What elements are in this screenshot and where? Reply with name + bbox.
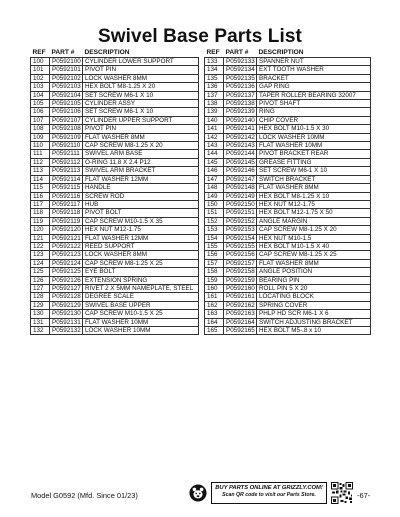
parts-table-right: [204, 48, 371, 335]
table-row: [205, 259, 371, 267]
part-number-cell: P0592135: [224, 74, 257, 82]
part-number-cell: P0592164: [224, 318, 257, 326]
description-cell: BRACKET: [257, 74, 371, 82]
part-number-cell: P0592145: [224, 158, 257, 166]
description-cell: PIVOT BRACKET REAR: [257, 150, 371, 158]
ref-cell: 130: [31, 310, 50, 318]
ref-cell: 121: [31, 234, 50, 242]
table-row: [31, 226, 199, 234]
part-number-cell: P0592132: [50, 327, 83, 335]
parts-table-right-body: [205, 58, 371, 335]
description-cell: CAP SCREW M8-1.25 X 25: [83, 259, 199, 267]
description-cell: HEX BOLT M8-1.25 X 10: [257, 192, 371, 200]
description-cell: CAP SCREW M8-1.25 X 20: [83, 142, 199, 150]
description-cell: O-RING 11.8 X 2.4 P12: [83, 158, 199, 166]
description-cell: GAP RING: [257, 83, 371, 91]
promo-headline: BUY PARTS ONLINE AT GRIZZLY.COM!: [215, 485, 323, 491]
part-number-cell: P0592110: [50, 142, 83, 150]
part-number-cell: P0592153: [224, 226, 257, 234]
description-cell: FLAT WASHER 12MM: [83, 234, 199, 242]
part-number-cell: P0592122: [50, 242, 83, 250]
ref-cell: 118: [31, 209, 50, 217]
part-number-cell: P0592106: [50, 108, 83, 116]
table-row: [205, 108, 371, 116]
table-row: [31, 91, 199, 99]
ref-cell: 138: [205, 100, 224, 108]
ref-cell: 107: [31, 116, 50, 124]
description-cell: EXT TOOTH WASHER: [257, 66, 371, 74]
ref-cell: 131: [31, 318, 50, 326]
table-row: [31, 217, 199, 225]
ref-cell: 129: [31, 301, 50, 309]
part-number-cell: P0592141: [224, 125, 257, 133]
page-number: -67-: [357, 491, 371, 500]
part-number-cell: P0592149: [224, 192, 257, 200]
table-row: [205, 125, 371, 133]
table-row: [205, 83, 371, 91]
description-cell: HEX BOLT M5-.8 x 10: [257, 327, 371, 335]
description-cell: FLAT WASHER 8MM: [257, 184, 371, 192]
part-number-cell: P0592162: [224, 301, 257, 309]
ref-cell: 116: [31, 192, 50, 200]
description-cell: ROLL PIN 5 X 20: [257, 284, 371, 292]
ref-cell: 135: [205, 74, 224, 82]
page-title: Swivel Base Parts List: [98, 26, 302, 47]
ref-cell: 123: [31, 251, 50, 259]
table-row: [31, 284, 199, 292]
part-number-cell: P0592127: [50, 284, 83, 292]
grizzly-bear-logo-icon: [189, 484, 207, 502]
ref-cell: 165: [205, 327, 224, 335]
parts-store-promo[interactable]: [211, 482, 327, 504]
description-cell: CYLINDER UPPER SUPPORT: [83, 116, 199, 124]
table-row: [205, 284, 371, 292]
description-cell: SET SCREW M6-1 X 10: [83, 108, 199, 116]
description-cell: FLAT WASHER 12MM: [83, 175, 199, 183]
ref-cell: 110: [31, 142, 50, 150]
part-number-cell: P0592139: [224, 108, 257, 116]
table-row: [205, 91, 371, 99]
ref-cell: 104: [31, 91, 50, 99]
part-number-cell: P0592151: [224, 209, 257, 217]
description-cell: GREASE FITTING: [257, 158, 371, 166]
description-cell: TAPER ROLLER BEARING 32007: [257, 91, 371, 99]
part-number-cell: P0592129: [50, 301, 83, 309]
ref-cell: 137: [205, 91, 224, 99]
part-number-cell: P0592111: [50, 150, 83, 158]
part-number-cell: P0592113: [50, 167, 83, 175]
table-row: [31, 125, 199, 133]
table-row: [31, 268, 199, 276]
part-number-cell: P0592161: [224, 293, 257, 301]
ref-cell: 133: [205, 58, 224, 66]
table-row: [31, 259, 199, 267]
description-cell: SPANNER NUT: [257, 58, 371, 66]
table-row: [31, 58, 199, 66]
description-cell: HUB: [83, 200, 199, 208]
part-number-cell: P0592124: [50, 259, 83, 267]
ref-cell: 112: [31, 158, 50, 166]
ref-cell: 149: [205, 192, 224, 200]
part-number-cell: P0592155: [224, 242, 257, 250]
part-number-cell: P0592138: [224, 100, 257, 108]
ref-cell: 150: [205, 200, 224, 208]
part-number-cell: P0592104: [50, 91, 83, 99]
part-number-cell: P0592137: [224, 91, 257, 99]
table-row: [205, 293, 371, 301]
part-number-cell: P0592121: [50, 234, 83, 242]
description-cell: PHLP HD SCR M6-1 X 6: [257, 310, 371, 318]
table-row: [31, 142, 199, 150]
ref-cell: 100: [31, 58, 50, 66]
ref-cell: 113: [31, 167, 50, 175]
part-number-cell: P0592150: [224, 200, 257, 208]
table-row: [31, 200, 199, 208]
ref-cell: 146: [205, 167, 224, 175]
ref-cell: 103: [31, 83, 50, 91]
description-cell: SET SCREW M6-1 X 10: [83, 91, 199, 99]
description-cell: CAP SCREW M8-1.25 X 20: [257, 226, 371, 234]
ref-cell: 162: [205, 301, 224, 309]
part-number-cell: P0592120: [50, 226, 83, 234]
table-row: [205, 184, 371, 192]
table-row: [31, 167, 199, 175]
ref-cell: 153: [205, 226, 224, 234]
table-row: [31, 318, 199, 326]
table-row: [31, 276, 199, 284]
part-number-cell: P0592125: [50, 268, 83, 276]
description-cell: HEX NUT M12-1.75: [83, 226, 199, 234]
ref-cell: 147: [205, 175, 224, 183]
ref-cell: 128: [31, 293, 50, 301]
description-cell: HEX NUT M12-1.75: [257, 200, 371, 208]
description-cell: CYLINDER ASSY: [83, 100, 199, 108]
part-number-cell: P0592147: [224, 175, 257, 183]
ref-cell: 157: [205, 259, 224, 267]
ref-header: REF: [206, 48, 220, 56]
ref-cell: 154: [205, 234, 224, 242]
description-cell: REED SUPPORT: [83, 242, 199, 250]
part-number-cell: P0592165: [224, 327, 257, 335]
ref-cell: 134: [205, 66, 224, 74]
ref-cell: 102: [31, 74, 50, 82]
table-row: [205, 133, 371, 141]
ref-cell: 163: [205, 310, 224, 318]
ref-cell: 140: [205, 116, 224, 124]
part-number-cell: P0592114: [50, 175, 83, 183]
table-row: [205, 234, 371, 242]
description-cell: PIVOT PIN: [83, 125, 199, 133]
table-row: [205, 192, 371, 200]
description-cell: LOCATING BLOCK: [257, 293, 371, 301]
part-number-cell: P0592143: [224, 142, 257, 150]
ref-cell: 139: [205, 108, 224, 116]
part-number-cell: P0592116: [50, 192, 83, 200]
part-number-cell: P0592100: [50, 58, 83, 66]
part-number-cell: P0592112: [50, 158, 83, 166]
table-row: [31, 251, 199, 259]
table-row: [205, 175, 371, 183]
part-number-cell: P0592146: [224, 167, 257, 175]
ref-cell: 136: [205, 83, 224, 91]
table-header-row: [205, 48, 371, 58]
table-row: [205, 268, 371, 276]
description-cell: CHIP COVER: [257, 116, 371, 124]
part-number-cell: P0592148: [224, 184, 257, 192]
description-cell: CAP SCREW M8-1.25 X 25: [257, 251, 371, 259]
ref-cell: 126: [31, 276, 50, 284]
description-cell: SWIVEL BASE UPPER: [83, 301, 199, 309]
table-row: [31, 184, 199, 192]
part-number-cell: P0592126: [50, 276, 83, 284]
part-number-cell: P0592133: [224, 58, 257, 66]
description-cell: FLAT WASHER 10MM: [83, 318, 199, 326]
table-row: [205, 167, 371, 175]
description-cell: RIVET 2 X 5MM NAMEPLATE, STEEL: [83, 284, 199, 292]
ref-cell: 160: [205, 284, 224, 292]
description-cell: LOCK WASHER 10MM: [83, 327, 199, 335]
description-cell: RING: [257, 108, 371, 116]
ref-cell: 115: [31, 184, 50, 192]
description-cell: PIVOT PIN: [83, 66, 199, 74]
description-cell: SPRING COVER: [257, 301, 371, 309]
description-cell: LOCK WASHER 8MM: [83, 251, 199, 259]
ref-cell: 161: [205, 293, 224, 301]
description-cell: EYE BOLT: [83, 268, 199, 276]
table-row: [205, 58, 371, 66]
ref-cell: 158: [205, 268, 224, 276]
table-row: [205, 150, 371, 158]
ref-header: REF: [32, 48, 46, 56]
description-cell: SCREW ROD: [83, 192, 199, 200]
table-row: [205, 66, 371, 74]
part-number-cell: P0592152: [224, 217, 257, 225]
part-number-cell: P0592144: [224, 150, 257, 158]
description-cell: CYLINDER LOWER SUPPORT: [83, 58, 199, 66]
description-cell: HEX BOLT M12-1.75 X 50: [257, 209, 371, 217]
description-cell: SWITCH BRACKET: [257, 175, 371, 183]
part-number-cell: P0592108: [50, 125, 83, 133]
ref-cell: 114: [31, 175, 50, 183]
ref-cell: 132: [31, 327, 50, 335]
ref-cell: 127: [31, 284, 50, 292]
description-cell: SWIVEL ARM BASE: [83, 150, 199, 158]
part-number-cell: P0592101: [50, 66, 83, 74]
table-row: [31, 108, 199, 116]
ref-cell: 142: [205, 133, 224, 141]
part-number-cell: P0592157: [224, 259, 257, 267]
part-number-cell: P0592131: [50, 318, 83, 326]
description-cell: PIVOT SHAFT: [257, 100, 371, 108]
parts-table-left: [30, 48, 199, 335]
ref-cell: 106: [31, 108, 50, 116]
description-header: DESCRIPTION: [84, 48, 130, 56]
ref-cell: 152: [205, 217, 224, 225]
promo-subtext: Scan QR code to visit our Parts Store.: [222, 492, 316, 498]
description-cell: HEX BOLT M8-1.25 X 20: [83, 83, 199, 91]
table-row: [31, 301, 199, 309]
table-row: [205, 209, 371, 217]
part-number-cell: P0592109: [50, 133, 83, 141]
part-number-cell: P0592107: [50, 116, 83, 124]
description-cell: LOCK WASHER 8MM: [83, 74, 199, 82]
ref-cell: 155: [205, 242, 224, 250]
part-number-cell: P0592103: [50, 83, 83, 91]
part-number-cell: P0592163: [224, 310, 257, 318]
table-row: [31, 293, 199, 301]
model-footer: Model G0592 (Mfd. Since 01/23): [31, 491, 138, 500]
ref-cell: 124: [31, 259, 50, 267]
part-number-cell: P0592160: [224, 284, 257, 292]
ref-cell: 159: [205, 276, 224, 284]
description-cell: CAP SCREW M10-1.5 X 25: [83, 310, 199, 318]
table-row: [205, 301, 371, 309]
table-row: [205, 142, 371, 150]
parts-table-left-body: [31, 58, 199, 335]
description-cell: EXTENSION SPRING: [83, 276, 199, 284]
table-row: [31, 327, 199, 335]
description-cell: ANGLE MARGIN: [257, 217, 371, 225]
ref-cell: 111: [31, 150, 50, 158]
table-row: [205, 242, 371, 250]
ref-cell: 122: [31, 242, 50, 250]
table-row: [205, 318, 371, 326]
table-row: [31, 83, 199, 91]
table-row: [31, 158, 199, 166]
table-row: [31, 242, 199, 250]
table-row: [205, 251, 371, 259]
part-header: PART #: [225, 48, 249, 56]
part-number-cell: P0592119: [50, 217, 83, 225]
part-number-cell: P0592123: [50, 251, 83, 259]
table-row: [31, 133, 199, 141]
description-cell: ANGLE POSITION: [257, 268, 371, 276]
description-cell: PIVOT BOLT: [83, 209, 199, 217]
part-number-cell: P0592130: [50, 310, 83, 318]
qr-code-icon[interactable]: [331, 482, 353, 504]
table-row: [205, 276, 371, 284]
description-cell: LOCK WASHER 10MM: [257, 133, 371, 141]
part-number-cell: P0592140: [224, 116, 257, 124]
description-cell: SET SCREW M6-1 X 10: [257, 167, 371, 175]
description-cell: HEX BOLT M10-1.5 X 30: [257, 125, 371, 133]
table-row: [31, 234, 199, 242]
description-header: DESCRIPTION: [258, 48, 304, 56]
ref-cell: 143: [205, 142, 224, 150]
part-number-cell: P0592117: [50, 200, 83, 208]
part-number-cell: P0592159: [224, 276, 257, 284]
table-row: [31, 66, 199, 74]
ref-cell: 108: [31, 125, 50, 133]
table-row: [31, 116, 199, 124]
table-row: [205, 116, 371, 124]
ref-cell: 119: [31, 217, 50, 225]
table-row: [31, 74, 199, 82]
description-cell: SWIVEL ARM BRACKET: [83, 167, 199, 175]
part-number-cell: P0592156: [224, 251, 257, 259]
description-cell: HEX NUT M10-1.5: [257, 234, 371, 242]
description-cell: BEARING PIN: [257, 276, 371, 284]
part-number-cell: P0592128: [50, 293, 83, 301]
ref-cell: 144: [205, 150, 224, 158]
ref-cell: 125: [31, 268, 50, 276]
table-row: [31, 209, 199, 217]
table-row: [31, 100, 199, 108]
ref-cell: 156: [205, 251, 224, 259]
part-number-cell: P0592158: [224, 268, 257, 276]
table-row: [205, 200, 371, 208]
ref-cell: 151: [205, 209, 224, 217]
ref-cell: 141: [205, 125, 224, 133]
table-row: [31, 175, 199, 183]
part-number-cell: P0592118: [50, 209, 83, 217]
ref-cell: 117: [31, 200, 50, 208]
table-header-row: [31, 48, 199, 58]
part-number-cell: P0592115: [50, 184, 83, 192]
ref-cell: 145: [205, 158, 224, 166]
table-row: [205, 100, 371, 108]
table-row: [205, 310, 371, 318]
description-cell: FLAT WASHER 8MM: [257, 259, 371, 267]
ref-cell: 105: [31, 100, 50, 108]
ref-cell: 148: [205, 184, 224, 192]
table-row: [31, 150, 199, 158]
ref-cell: 109: [31, 133, 50, 141]
table-row: [205, 327, 371, 335]
ref-cell: 101: [31, 66, 50, 74]
table-row: [205, 226, 371, 234]
table-row: [205, 217, 371, 225]
table-row: [31, 192, 199, 200]
ref-cell: 164: [205, 318, 224, 326]
part-number-cell: P0592154: [224, 234, 257, 242]
part-number-cell: P0592105: [50, 100, 83, 108]
description-cell: HANDLE: [83, 184, 199, 192]
part-number-cell: P0592142: [224, 133, 257, 141]
description-cell: DEGREE SCALE: [83, 293, 199, 301]
description-cell: CAP SCREW M10-1.5 X 35: [83, 217, 199, 225]
description-cell: FLAT WASHER 10MM: [257, 142, 371, 150]
ref-cell: 120: [31, 226, 50, 234]
description-cell: FLAT WASHER 8MM: [83, 133, 199, 141]
description-cell: HEX BOLT M10-1.5 X 40: [257, 242, 371, 250]
part-header: PART #: [51, 48, 75, 56]
table-row: [205, 74, 371, 82]
table-row: [205, 158, 371, 166]
part-number-cell: P0592134: [224, 66, 257, 74]
part-number-cell: P0592102: [50, 74, 83, 82]
description-cell: SWITCH ADJUSTING BRACKET: [257, 318, 371, 326]
table-row: [31, 310, 199, 318]
part-number-cell: P0592136: [224, 83, 257, 91]
